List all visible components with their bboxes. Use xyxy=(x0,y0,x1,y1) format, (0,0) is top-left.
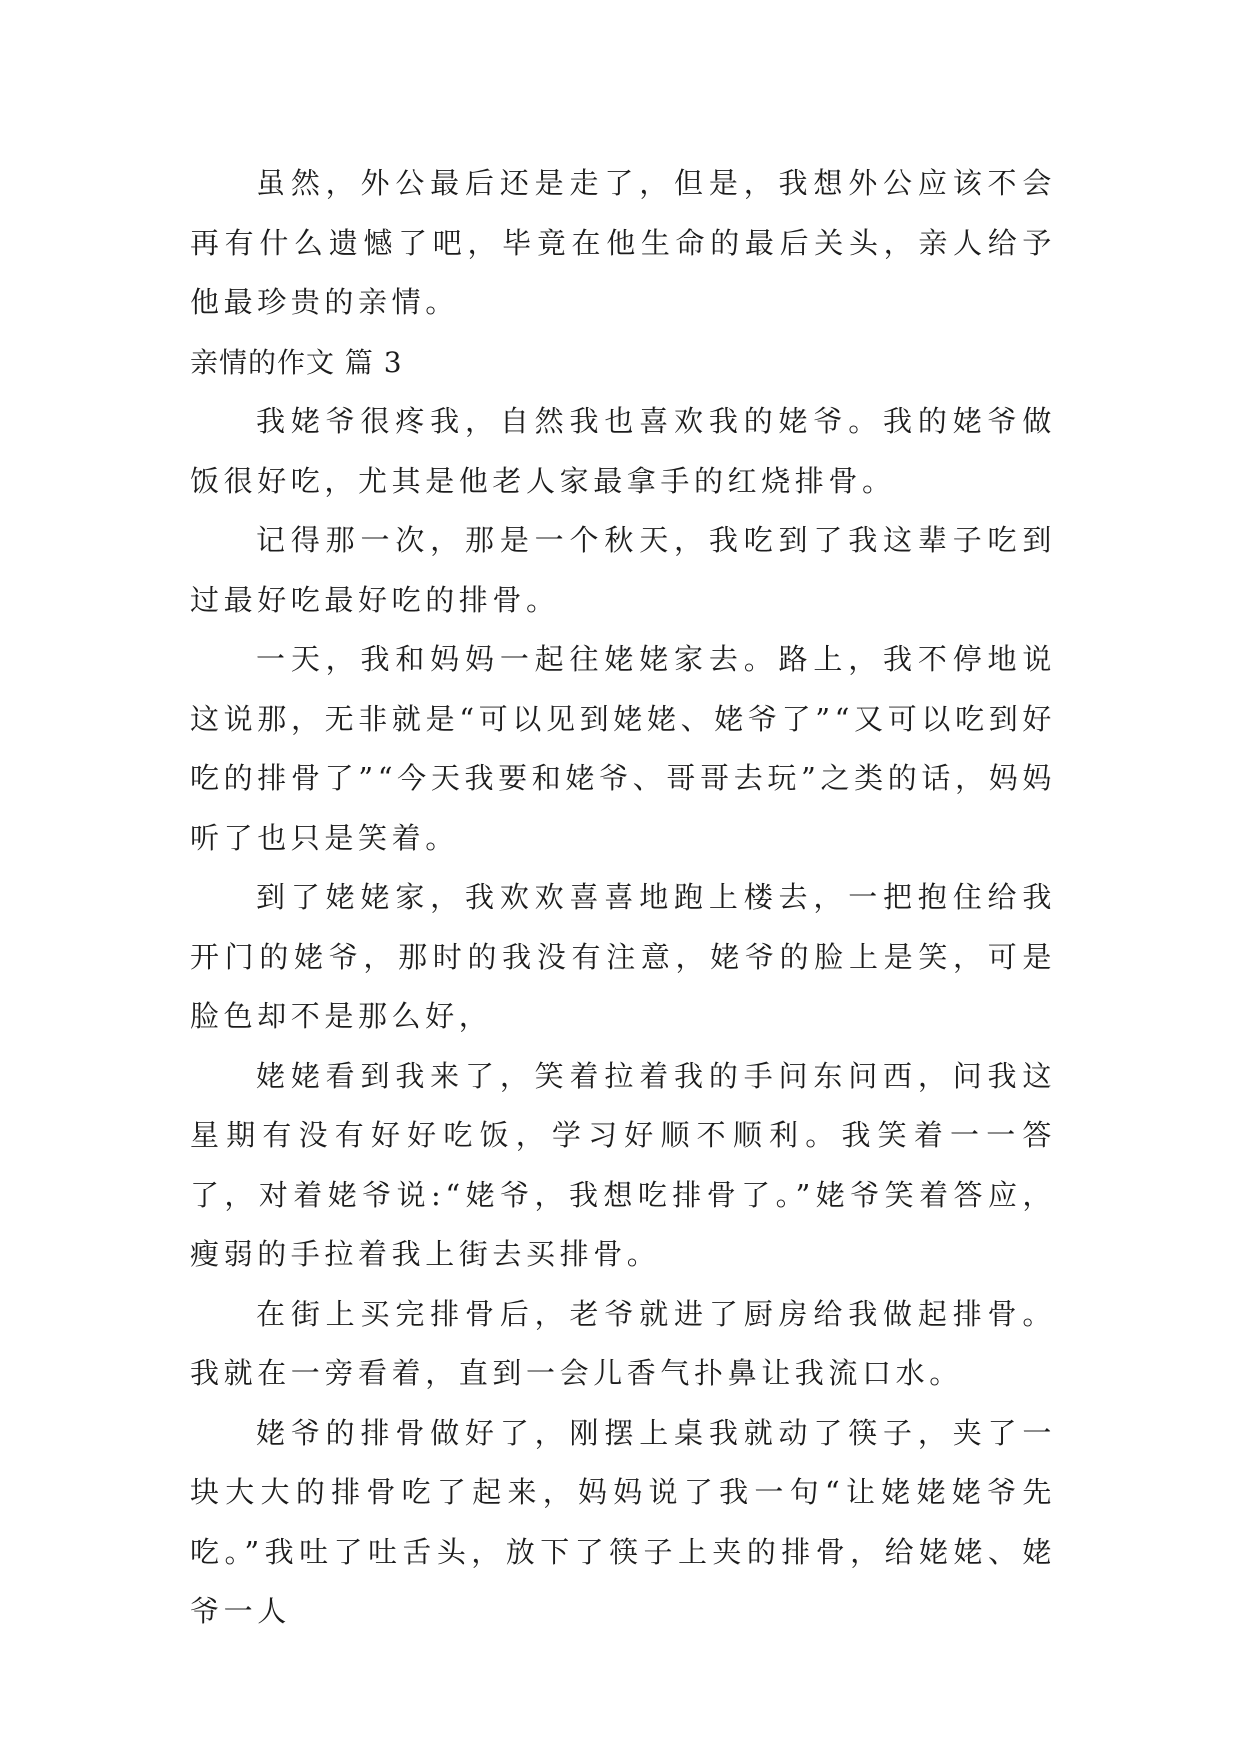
paragraph-intro: 虽然，外公最后还是走了，但是，我想外公应该不会再有什么遗憾了吧，毕竟在他生命的最后关头，亲人给予他最珍贵的亲情。 xyxy=(190,166,1056,319)
paragraph: 一天，我和妈妈一起往姥姥家去。路上，我不停地说这说那，无非就是“可以见到姥姥、姥爷了”“又可以吃到好吃的排骨了”“今天我要和姥爷、哥哥去玩”之类的话，妈妈听了也只是笑着。 xyxy=(190,642,1056,855)
section-heading: 亲情的作文 篇 3 xyxy=(190,345,403,379)
paragraph: 姥爷的排骨做好了，刚摆上桌我就动了筷子，夹了一块大大的排骨吃了起来，妈妈说了我一句“让姥姥姥爷先吃。”我吐了吐舌头，放下了筷子上夹的排骨，给姥姥、姥爷一人 xyxy=(190,1415,1056,1628)
paragraph: 到了姥姥家，我欢欢喜喜地跑上楼去，一把抱住给我开门的姥爷，那时的我没有注意，姥爷的脸上是笑，可是脸色却不是那么好， xyxy=(190,880,1056,1033)
paragraph: 姥姥看到我来了，笑着拉着我的手问东问西，问我这星期有没有好好吃饭，学习好顺不顺利。我笑着一一答了，对着姥爷说:“姥爷，我想吃排骨了。”姥爷笑着答应，瘦弱的手拉着我上街去买排骨。 xyxy=(190,1058,1056,1271)
paragraph: 在街上买完排骨后，老爷就进了厨房给我做起排骨。我就在一旁看着，直到一会儿香气扑鼻让我流口水。 xyxy=(190,1296,1056,1390)
document-body xyxy=(190,154,1056,1642)
paragraph: 记得那一次，那是一个秋天，我吃到了我这辈子吃到过最好吃最好吃的排骨。 xyxy=(190,523,1056,617)
paragraph: 我姥爷很疼我，自然我也喜欢我的姥爷。我的姥爷做饭很好吃，尤其是他老人家最拿手的红烧排骨。 xyxy=(190,404,1056,498)
